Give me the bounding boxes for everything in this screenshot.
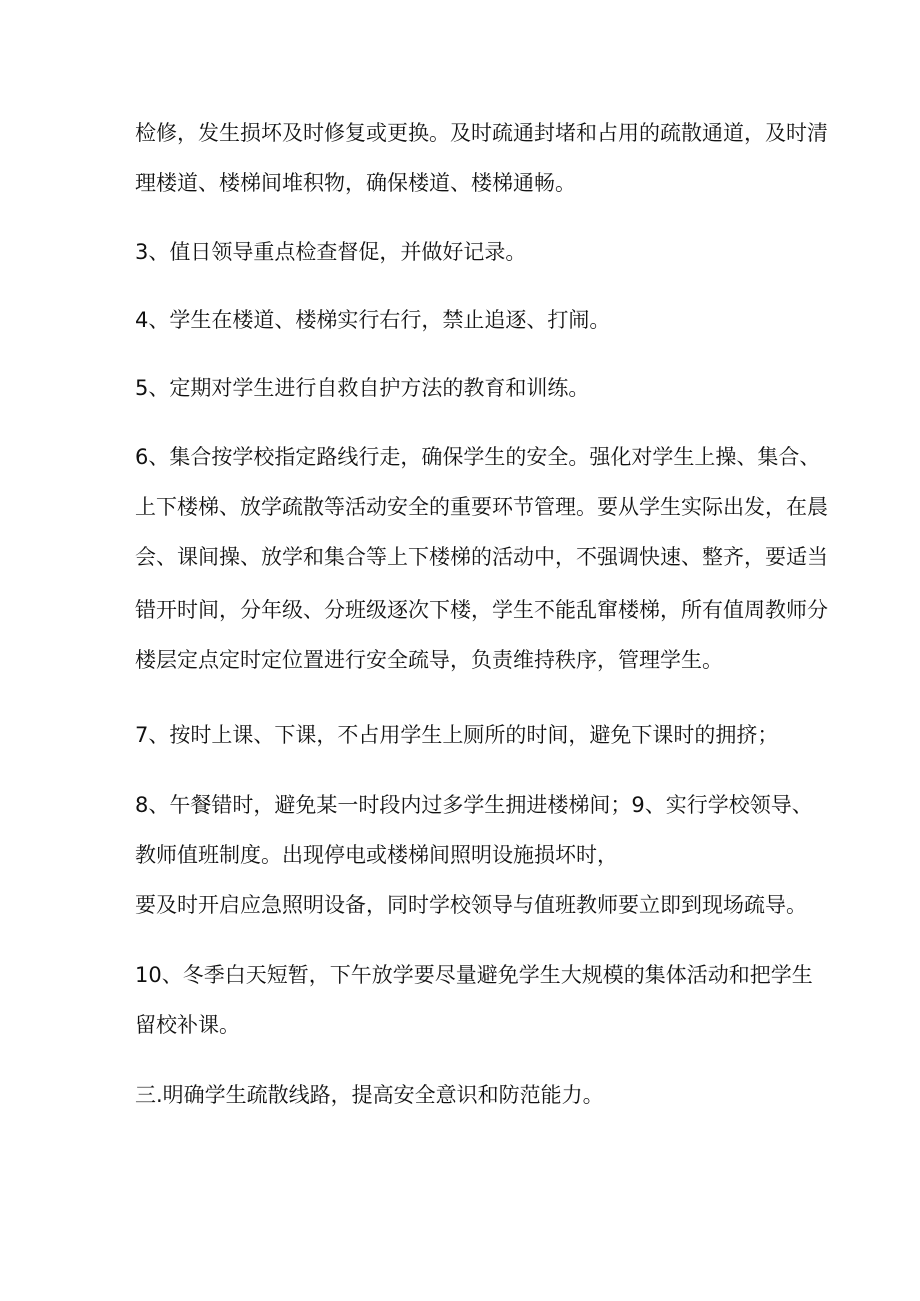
text-line: 6、集合按学校指定路线行走，确保学生的安全。强化对学生上操、集合、 (135, 445, 821, 469)
text-line: 理楼道、楼梯间堆积物，确保楼道、楼梯通畅。 (135, 171, 576, 195)
text-line: 3、值日领导重点检查督促，并做好记录。 (135, 240, 527, 264)
text-line: 10、冬季白天短暂，下午放学要尽量避免学生大规模的集体活动和把学生 (135, 963, 813, 987)
text-line: 楼层定点定时定位置进行安全疏导，负责维持秩序，管理学生。 (135, 648, 723, 672)
text-line: 留校补课。 (135, 1013, 240, 1037)
text-line: 检修，发生损坏及时修复或更换。及时疏通封堵和占用的疏散通道，及时清 (135, 121, 828, 145)
text-line: 7、按时上课、下课，不占用学生上厕所的时间，避免下课时的拥挤； (135, 723, 779, 747)
text-line: 4、学生在楼道、楼梯实行右行，禁止追逐、打闹。 (135, 308, 611, 332)
section-heading: 三.明确学生疏散线路，提高安全意识和防范能力。 (135, 1083, 604, 1107)
text-line: 要及时开启应急照明设备，同时学校领导与值班教师要立即到现场疏导。 (135, 893, 807, 917)
text-line: 教师值班制度。出现停电或楼梯间照明设施损坏时， (135, 843, 618, 867)
text-line: 8、午餐错时，避免某一时段内过多学生拥进楼梯间；9、实行学校领导、 (135, 793, 813, 817)
text-line: 错开时间，分年级、分班级逐次下楼，学生不能乱窜楼梯，所有值周教师分 (135, 598, 828, 622)
text-line: 5、定期对学生进行自救自护方法的教育和训练。 (135, 376, 590, 400)
text-line: 上下楼梯、放学疏散等活动安全的重要环节管理。要从学生实际出发，在晨 (135, 495, 828, 519)
text-line: 会、课间操、放学和集合等上下楼梯的活动中，不强调快速、整齐，要适当 (135, 545, 828, 569)
